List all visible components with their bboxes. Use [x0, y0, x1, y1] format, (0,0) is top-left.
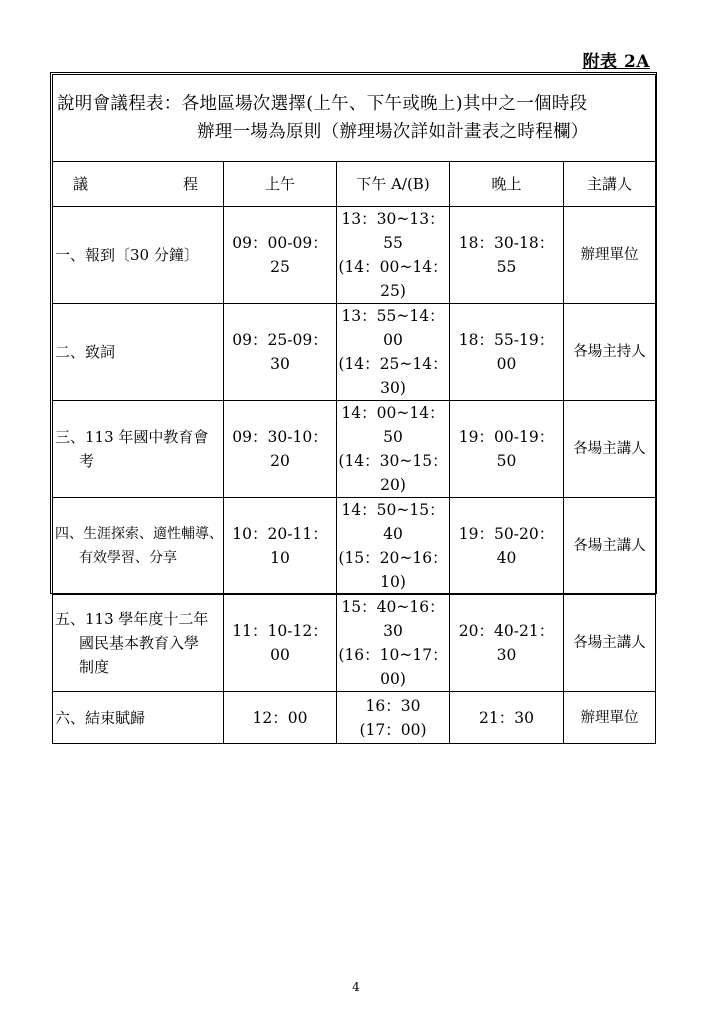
page-number: 4 — [352, 980, 360, 994]
item-line1: 六、結束賦歸 — [55, 708, 146, 727]
header-afternoon: 下午 A/(B) — [337, 162, 450, 207]
table-row — [53, 595, 656, 692]
speaker: 各場主講人 — [564, 401, 656, 498]
afternoon-time — [337, 595, 450, 692]
evening-time: 19：50-20：40 — [450, 498, 564, 595]
morning-time: 09：00-09：25 — [224, 207, 337, 304]
speaker: 辦理單位 — [564, 207, 656, 304]
speaker: 辦理單位 — [564, 692, 656, 744]
morning-time: 09：30-10：20 — [224, 401, 337, 498]
agenda-item — [53, 207, 224, 304]
item-line2: 考 — [79, 452, 95, 470]
header-agenda-a: 議 — [73, 175, 89, 193]
agenda-item — [53, 595, 224, 692]
header-speaker: 主講人 — [564, 162, 656, 207]
agenda-table — [52, 74, 656, 744]
evening-time: 21：30 — [450, 692, 564, 744]
title-row — [53, 75, 656, 162]
morning-time: 12：00 — [224, 692, 337, 744]
afternoon-a: 15：40~16：30 — [341, 598, 445, 640]
appendix-label: 附表 2A — [582, 52, 650, 72]
title-line1: 說明會議程表：各地區場次選擇(上午、下午或晚上)其中之一個時段 — [57, 94, 588, 114]
afternoon-a: 13：30~13：55 — [341, 210, 445, 252]
speaker: 各場主講人 — [564, 595, 656, 692]
agenda-item — [53, 498, 224, 595]
table-row — [53, 692, 656, 744]
morning-time: 09：25-09：30 — [224, 304, 337, 401]
afternoon-time — [337, 498, 450, 595]
morning-time: 10：20-11：10 — [224, 498, 337, 595]
evening-time: 18：30-18：55 — [450, 207, 564, 304]
afternoon-a: 14：50~15：40 — [341, 501, 445, 543]
afternoon-a: 13：55~14：00 — [341, 307, 445, 349]
agenda-item — [53, 401, 224, 498]
morning-time: 11：10-12：00 — [224, 595, 337, 692]
header-row — [53, 162, 656, 207]
evening-time: 18：55-19：00 — [450, 304, 564, 401]
afternoon-b: (14：30~15：20) — [338, 452, 448, 494]
afternoon-b: (15：20~16：10) — [338, 549, 448, 591]
title-line2: 辦理一場為原則（辦理場次詳如計畫表之時程欄） — [197, 122, 589, 142]
item-line1: 一、報到〔30 分鐘〕 — [55, 246, 199, 264]
header-agenda — [53, 162, 224, 207]
item-line1: 五、113 學年度十二年 — [55, 610, 209, 628]
agenda-item — [53, 304, 224, 401]
item-line1: 四、生涯探索、適性輔導、 — [55, 526, 223, 542]
header-morning: 上午 — [224, 162, 337, 207]
afternoon-time — [337, 207, 450, 304]
afternoon-a: 14：00~14：50 — [341, 404, 445, 446]
header-evening: 晚上 — [450, 162, 564, 207]
item-line3: 制度 — [79, 658, 110, 676]
afternoon-b: (17：00) — [359, 720, 427, 739]
afternoon-b: (16：10~17：00) — [338, 646, 448, 688]
table-title — [53, 75, 656, 162]
afternoon-time — [337, 304, 450, 401]
afternoon-a: 16：30 — [365, 696, 421, 715]
afternoon-time — [337, 692, 450, 744]
item-line2: 有效學習、分享 — [79, 550, 177, 566]
agenda-item — [53, 692, 224, 744]
afternoon-b: (14：00~14：25) — [338, 258, 448, 300]
table-row — [53, 207, 656, 304]
speaker: 各場主講人 — [564, 498, 656, 595]
item-line2: 國民基本教育入學 — [79, 634, 200, 652]
table-row — [53, 304, 656, 401]
header-agenda-b: 程 — [183, 175, 199, 193]
table-row — [53, 498, 656, 595]
afternoon-time — [337, 401, 450, 498]
evening-time: 20：40-21：30 — [450, 595, 564, 692]
afternoon-b: (14：25~14：30) — [338, 355, 448, 397]
item-line1: 二、致詞 — [55, 343, 116, 361]
speaker: 各場主持人 — [564, 304, 656, 401]
evening-time: 19：00-19：50 — [450, 401, 564, 498]
item-line1: 三、113 年國中教育會 — [55, 428, 209, 446]
table-row — [53, 401, 656, 498]
